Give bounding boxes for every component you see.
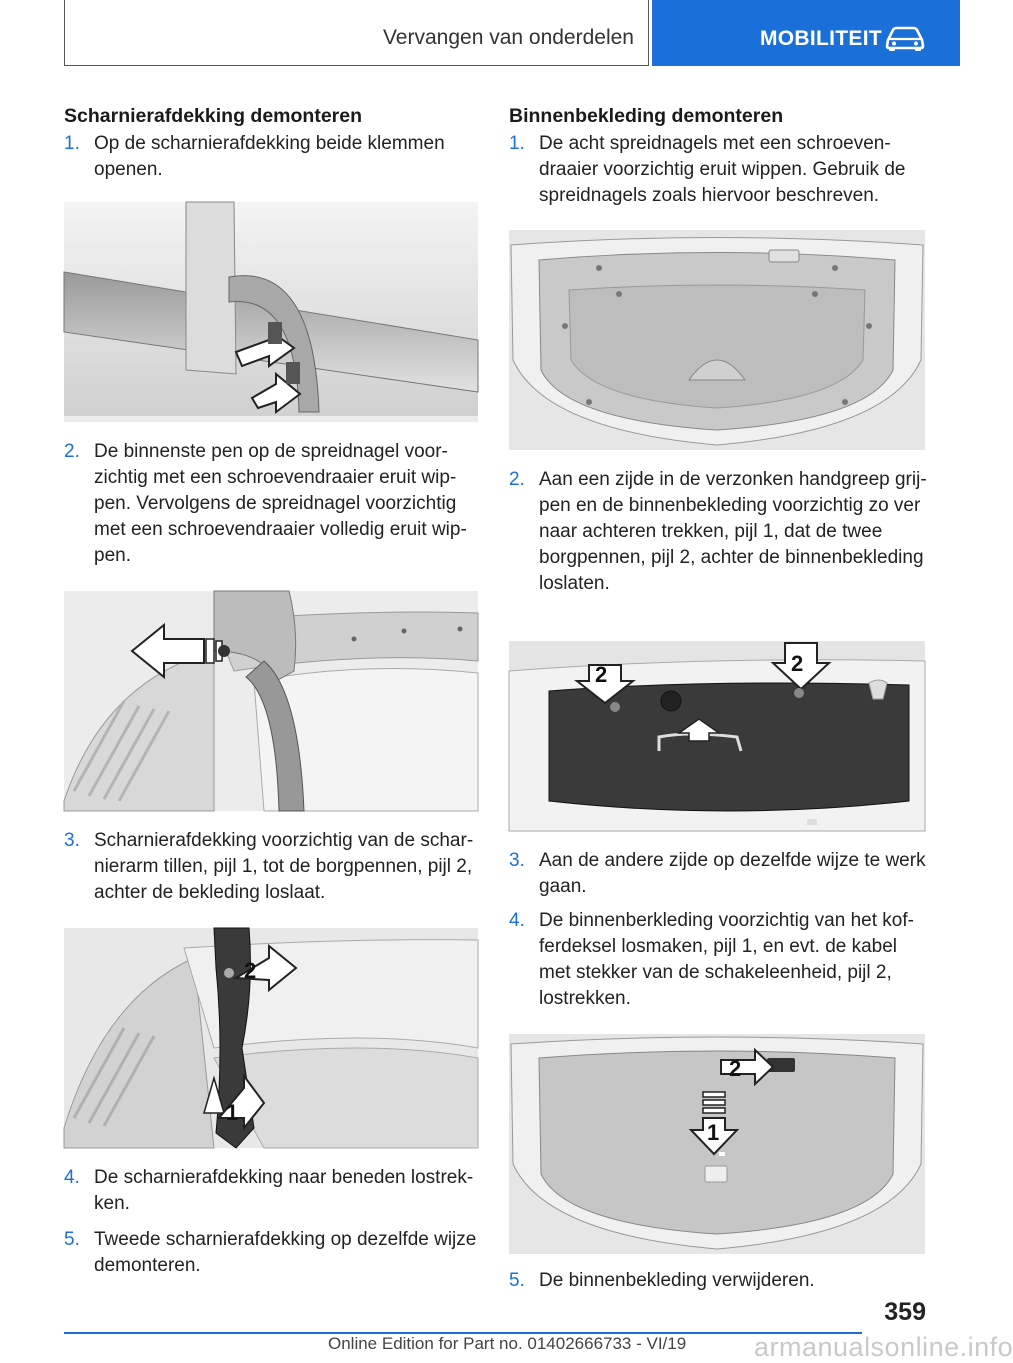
page-header — [0, 0, 960, 66]
figure-hinge-clips — [64, 202, 478, 422]
figure-trunk-lid-rivets — [509, 230, 925, 450]
handle-pull-illustration — [509, 641, 925, 831]
step-item: 3. Scharnierafdekking voorzichtig van de scharnierarm tillen, pijl 1, tot de borgpennen, pijl 2, achter de bekleding loslaat. — [64, 830, 474, 903]
arrow-label: 2 — [729, 1056, 742, 1081]
chapter-tab — [652, 0, 960, 66]
arrow-label: 2 — [244, 958, 257, 983]
figure-trim-removal — [509, 1034, 925, 1254]
figure-handle-pull — [509, 641, 925, 831]
right-column — [509, 104, 929, 1294]
hinge-cover-illustration — [64, 928, 478, 1148]
page-number: 359 — [884, 1298, 926, 1326]
step-item: 3. Aan de andere zijde op dezelfde wijze te werk gaan. — [509, 850, 926, 897]
step-item: 2. De binnenste pen op de spreidnagel voorzichtig met een schroevendraaier eruit wippen. Vervolgens de spreidnagel voorzichtig met een schroevendraaier volledig eruit wippen. — [64, 441, 467, 566]
arrow-label: 1 — [707, 1120, 720, 1145]
arrow-label: 2 — [595, 662, 608, 687]
expansion-rivet-illustration — [64, 591, 478, 811]
car-icon — [884, 24, 926, 52]
step-item: 1. Op de scharnierafdekking beide klemmen openen. — [64, 133, 445, 180]
chapter-label: MOBILITEIT — [760, 27, 882, 50]
left-column — [64, 104, 478, 1279]
section-header-box — [64, 0, 649, 66]
step-item: 2. Aan een zijde in de verzonken handgreep grijpen en de binnenbekleding voorzichtig zo ver naar achteren trekken, pijl 1, dat de twee borgpennen, pijl 2, achter de binnenbekleding loslaten. — [509, 469, 927, 594]
trim-removal-illustration — [509, 1034, 925, 1254]
figure-expansion-rivet — [64, 591, 478, 811]
step-item: 5. De binnenbekleding verwijderen. — [509, 1270, 815, 1291]
figure-hinge-cover-arrows — [64, 928, 478, 1148]
edition-text: Online Edition for Part no. 01402666733 - VI/19 — [328, 1334, 687, 1353]
step-item: 5. Tweede scharnierafdekking op dezelfde wijze demonteren. — [64, 1229, 477, 1276]
page-footer — [64, 1294, 1013, 1362]
hinge-cover-title: Scharnierafdekking demonteren — [64, 105, 363, 127]
trunk-lid-illustration — [509, 230, 925, 450]
step-item: 4. De scharnierafdekking naar beneden lostrekken. — [64, 1167, 474, 1214]
hinge-clips-illustration — [64, 202, 478, 422]
arrow-label: 1 — [226, 1100, 239, 1125]
step-item: 4. De binnenberkleding voorzichtig van het kofferdeksel losmaken, pijl 1, en evt. de kabel met stekker van de schakeleenheid, pijl 2, lostrekken. — [509, 910, 914, 1009]
interior-trim-title: Binnenbekleding demonteren — [509, 105, 784, 127]
section-title: Vervangen van onderdelen — [382, 26, 634, 49]
watermark: armanualsonline.info — [754, 1332, 1013, 1362]
step-item: 1. De acht spreidnagels met een schroevendraaier voorzichtig eruit wippen. Gebruik de spreidnagels zoals hiervoor beschreven. — [509, 133, 906, 206]
arrow-label: 2 — [791, 651, 804, 676]
